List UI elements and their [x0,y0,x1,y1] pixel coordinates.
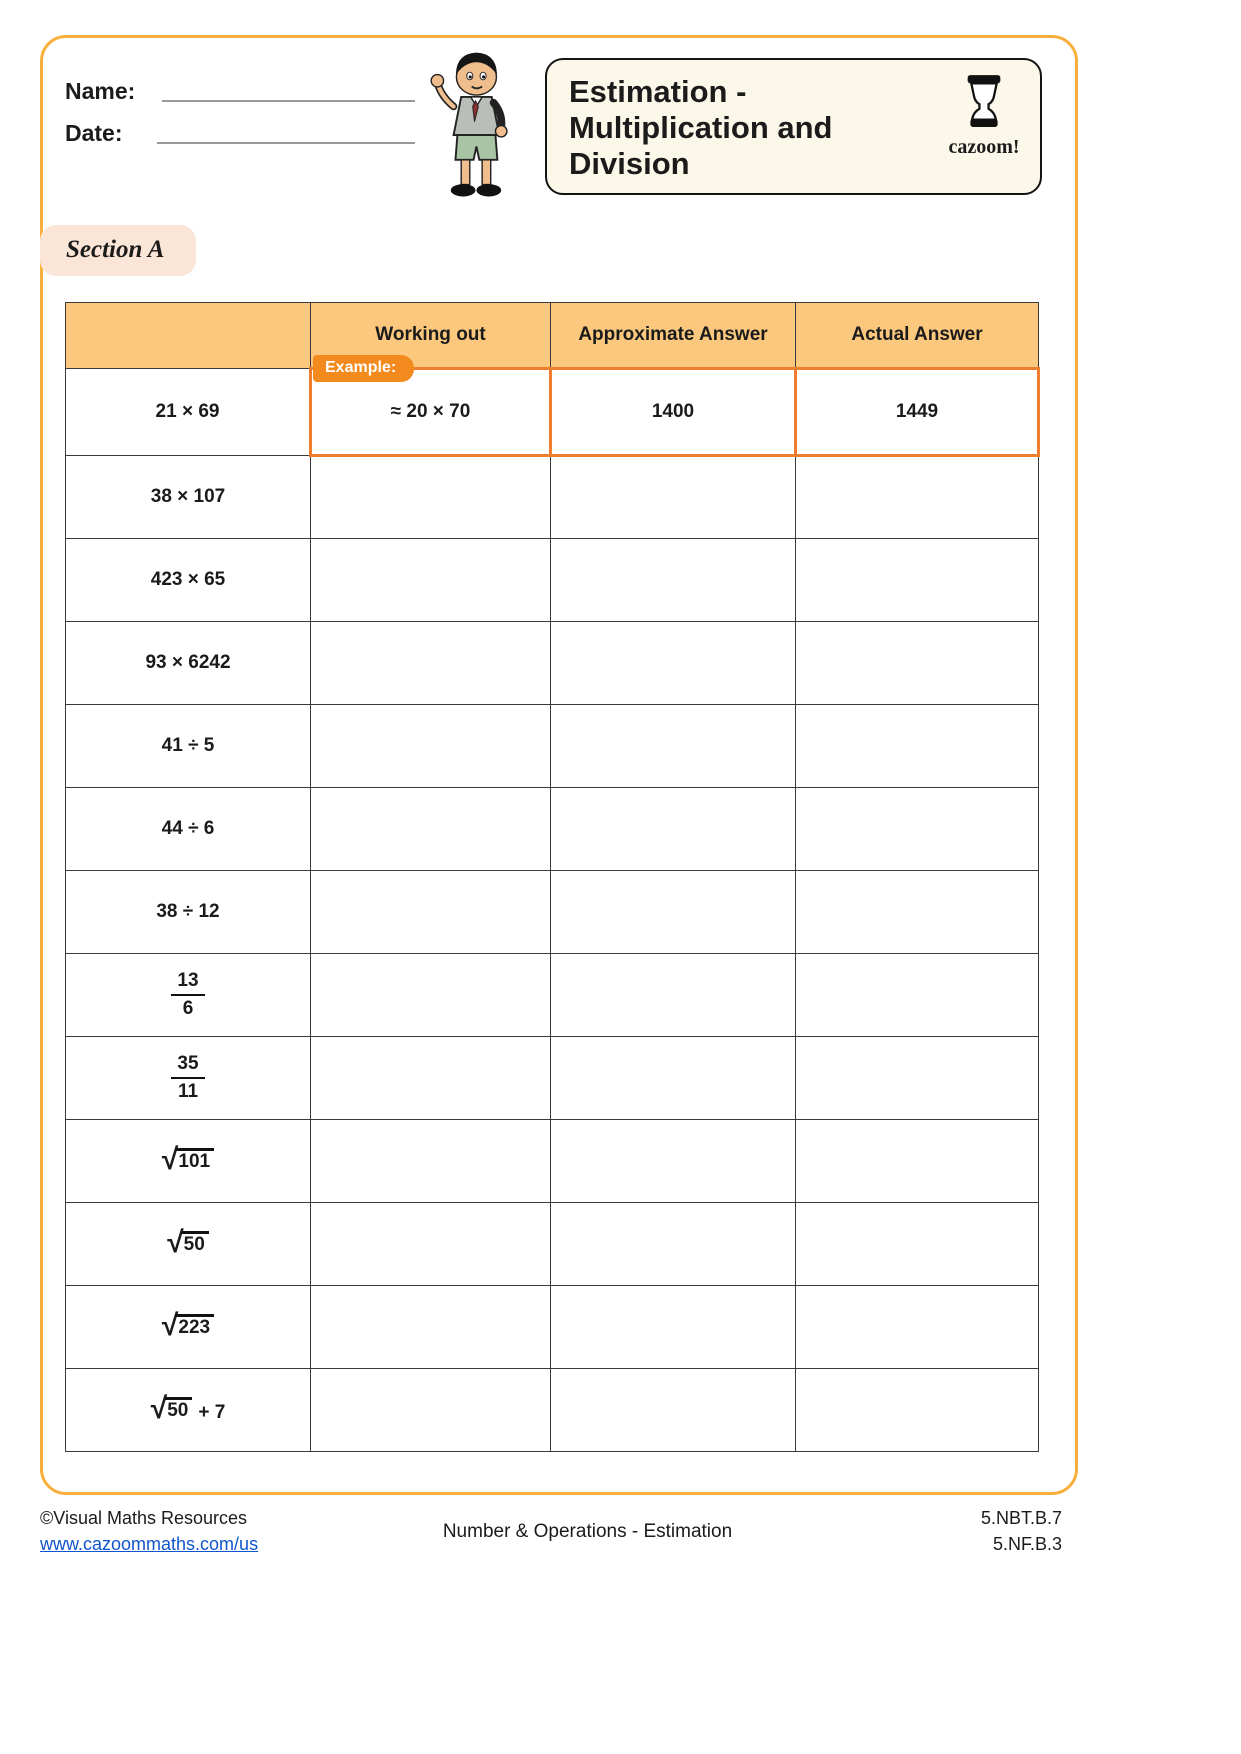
table-row [66,1037,1039,1120]
example-approx-cell: 1400 [551,369,796,456]
title-line-3: Division [569,146,690,181]
approx-cell[interactable] [551,539,796,622]
sqrt-suffix: + 7 [198,1401,226,1423]
table-row [66,705,1039,788]
actual-cell[interactable] [796,1369,1039,1452]
approx-cell[interactable] [551,954,796,1037]
actual-cell[interactable] [796,954,1039,1037]
working-cell[interactable] [311,705,551,788]
header-approximate-answer: Approximate Answer [551,303,796,369]
radical-icon: √ [150,1391,168,1425]
working-cell[interactable] [311,1369,551,1452]
expression-cell: 21 × 69 [66,369,311,456]
working-cell[interactable] [311,1120,551,1203]
table-row [66,1120,1039,1203]
title-line-1: Estimation - [569,74,747,109]
fraction-expression [171,1053,204,1103]
actual-cell[interactable] [796,705,1039,788]
approx-cell[interactable] [551,1203,796,1286]
example-actual-cell: 1449 [796,369,1039,456]
table-row [66,1369,1039,1452]
expression-cell [66,954,311,1037]
copyright-text: ©Visual Maths Resources [40,1508,248,1528]
fraction-denominator: 6 [182,998,194,1019]
approx-cell[interactable] [551,871,796,954]
working-cell[interactable] [311,1203,551,1286]
name-input-line[interactable] [162,78,415,102]
footer-standards [981,1505,1062,1557]
fraction-expression [171,970,204,1020]
fraction-numerator: 35 [171,1053,204,1079]
working-cell[interactable] [311,622,551,705]
expression-cell: 93 × 6242 [66,622,311,705]
working-cell[interactable] [311,456,551,539]
sqrt-expression [167,1225,209,1259]
actual-cell[interactable] [796,1203,1039,1286]
approx-cell[interactable] [551,1120,796,1203]
radical-icon: √ [161,1308,179,1342]
section-a-badge [40,225,196,276]
header-blank [66,303,311,369]
section-a-label: Section A [66,236,165,263]
sqrt-expression [161,1308,214,1342]
example-row [66,369,1039,456]
actual-cell[interactable] [796,1037,1039,1120]
expression-cell: 44 ÷ 6 [66,788,311,871]
approx-cell[interactable] [551,705,796,788]
table-row [66,539,1039,622]
title-box [545,58,1042,195]
standard-code-2: 5.NF.B.3 [992,1534,1062,1554]
fraction-denominator: 11 [177,1081,199,1102]
sqrt-expression [161,1142,214,1176]
sqrt-expression [150,1391,193,1425]
fraction-numerator: 13 [171,970,204,996]
table-row [66,456,1039,539]
approx-cell[interactable] [551,1286,796,1369]
table-row [66,788,1039,871]
example-working-cell: ≈ 20 × 70 [311,369,551,456]
working-cell[interactable] [311,539,551,622]
actual-cell[interactable] [796,456,1039,539]
actual-cell[interactable] [796,788,1039,871]
actual-cell[interactable] [796,622,1039,705]
radical-icon: √ [161,1142,179,1176]
working-cell[interactable] [311,1286,551,1369]
approx-cell[interactable] [551,1369,796,1452]
sqrt-radicand: 101 [176,1148,214,1172]
actual-cell[interactable] [796,1286,1039,1369]
sqrt-radicand: 223 [176,1314,214,1338]
actual-cell[interactable] [796,871,1039,954]
standard-code-1: 5.NBT.B.7 [980,1508,1062,1528]
expression-cell [66,1203,311,1286]
approx-cell[interactable] [551,456,796,539]
table-row [66,1203,1039,1286]
example-badge: Example: [313,355,414,382]
expression-cell: 423 × 65 [66,539,311,622]
approx-cell[interactable] [551,1037,796,1120]
estimation-table [65,302,1040,1452]
expression-cell [66,1120,311,1203]
expression-cell [66,1286,311,1369]
table-row [66,954,1039,1037]
date-input-line[interactable] [157,120,415,144]
working-cell[interactable] [311,1037,551,1120]
table-header-row [66,303,1039,369]
name-label: Name: [65,78,136,104]
actual-cell[interactable] [796,539,1039,622]
actual-cell[interactable] [796,1120,1039,1203]
expression-cell: 41 ÷ 5 [66,705,311,788]
cazoom-logo [938,74,1030,159]
radical-icon: √ [167,1225,184,1259]
table-row [66,871,1039,954]
drum-icon [964,116,1004,133]
title-line-2: Multiplication and [569,110,833,145]
header-actual-answer: Actual Answer [796,303,1039,369]
logo-text: cazoom! [948,136,1020,158]
cazoom-link[interactable]: www.cazoommaths.com/us [40,1534,259,1554]
expression-cell [66,1369,311,1452]
page-title [569,74,833,182]
boy-illustration [425,45,525,212]
expression-cell: 38 × 107 [66,456,311,539]
working-cell[interactable] [311,871,551,954]
approx-cell[interactable] [551,788,796,871]
date-label: Date: [65,120,123,146]
table-row [66,622,1039,705]
sqrt-radicand: 50 [182,1231,209,1255]
working-cell[interactable] [311,788,551,871]
expression-cell [66,1037,311,1120]
approx-cell[interactable] [551,622,796,705]
footer-topic: Number & Operations - Estimation [442,1521,733,1542]
header-working-out: Working out [311,303,551,369]
table-row [66,1286,1039,1369]
sqrt-radicand: 50 [165,1397,192,1421]
working-cell[interactable] [311,954,551,1037]
expression-cell: 38 ÷ 12 [66,871,311,954]
